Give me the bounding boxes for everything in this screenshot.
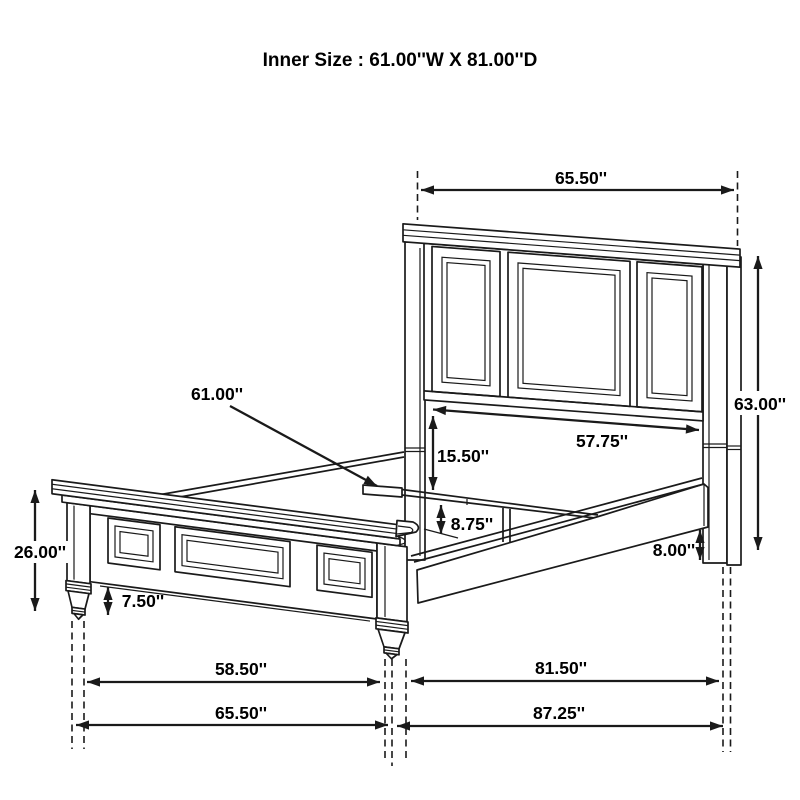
dimension-slat-clearance [441,505,493,534]
footboard-left-leg [66,581,91,621]
footboard-right-post [377,543,407,622]
dimension-label-leg-height: 7.50'' [121,591,165,611]
footboard [52,480,408,662]
dimension-label-slat-clearance: 8.75'' [450,514,494,534]
footboard-right-leg [376,618,408,661]
footboard-left-post [67,503,90,584]
dimension-overall-length [397,703,723,726]
headboard [403,224,740,424]
diagram-title: Inner Size : 61.00''W X 81.00''D [262,50,538,71]
dimension-leg-span [87,659,380,682]
dimension-rail-length [411,658,719,681]
dimension-footboard-width [76,703,388,725]
dimension-label-rail-clearance: 15.50'' [436,446,490,466]
dimension-rail-clearance [433,416,489,490]
dimension-label-headboard-inner-width: 57.75'' [575,431,629,451]
dimension-label-footboard-height: 26.00'' [13,542,67,562]
dimension-label-rail-length: 81.50'' [534,658,588,678]
dimension-label-headboard-width: 65.50'' [554,168,608,188]
dimension-headboard-width [421,168,734,190]
slat-bracket [363,485,402,497]
dimension-footboard-height [11,490,69,611]
dimension-center-rail-width [191,384,377,486]
dimension-leg-height [108,587,164,615]
dimension-label-footboard-width: 65.50'' [214,703,268,723]
dimension-label-rail-bottom-height: 8.00'' [652,540,696,560]
dimension-label-leg-span: 58.50'' [214,659,268,679]
dimension-label-headboard-height: 63.00'' [733,394,787,414]
dimension-label-center-rail-width: 61.00'' [190,384,244,404]
dimension-label-overall-length: 87.25'' [532,703,586,723]
